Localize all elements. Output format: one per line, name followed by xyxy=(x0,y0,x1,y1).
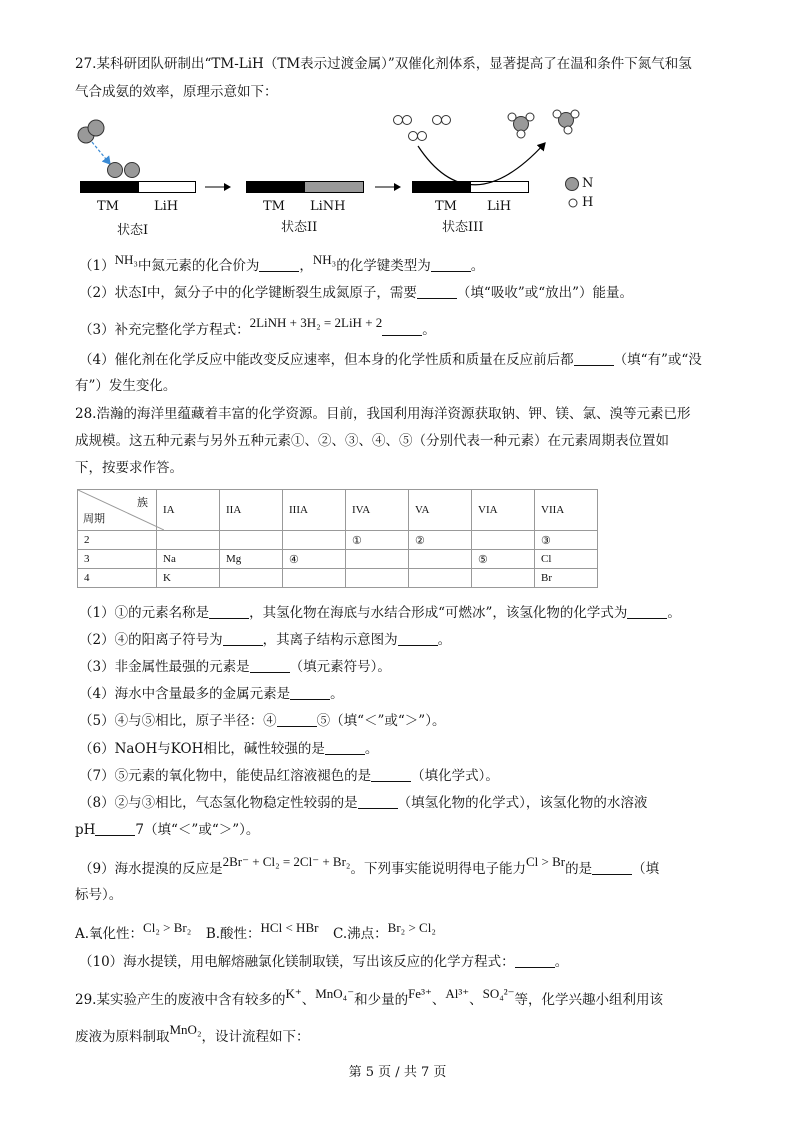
q27-sub4-cont: 有”）发生变化。 xyxy=(75,378,177,394)
legend-h-icon xyxy=(569,199,577,207)
element-cell: K xyxy=(157,569,220,588)
q28-sub9-cont: 标号）。 xyxy=(75,887,123,903)
n-atoms-adsorbed-icon xyxy=(108,163,140,178)
answer-blank[interactable] xyxy=(574,351,614,366)
page-footer: 第 5 页 / 共 7 页 xyxy=(348,1065,447,1080)
option-c[interactable]: C.沸点：Br₂ > Cl₂ xyxy=(333,920,436,942)
answer-blank[interactable] xyxy=(259,257,299,272)
answer-blank[interactable] xyxy=(398,631,438,646)
equation: 2LiNH + 3H₂ = 2LiH + 2 xyxy=(249,315,383,330)
q28-intro-line2: 成规模。这五种元素与另外五种元素①、②、③、④、⑤（分别代表一种元素）在元素周期表位置如 xyxy=(75,433,669,449)
q28-sub3: （3）非金属性最强的元素是 （填元素符号）。 xyxy=(79,659,391,675)
option-a[interactable]: A.氧化性：Cl₂ > Br₂ xyxy=(75,920,192,942)
answer-blank[interactable] xyxy=(223,631,263,646)
q27-sub4: （4）催化剂在化学反应中能改变反应速率，但本身的化学性质和质量在反应前后都 （填“有”或“没 xyxy=(79,352,702,368)
tm-label-1: TM xyxy=(97,199,119,214)
legend-n-label: N xyxy=(582,176,594,191)
q27-intro-line1: 27.某科研团队研制出“TM-LiH（TM表示过渡金属）”双催化剂体系，显著提高了在温和条件下氮气和氢 xyxy=(75,56,692,72)
element-cell: Br xyxy=(535,569,598,588)
q28-intro-line1: 28.浩瀚的海洋里蕴藏着丰富的化学资源。目前，我国利用海洋资源获取钠、钾、镁、氯、溴等元素已形 xyxy=(75,406,691,422)
option-b[interactable]: B.酸性：HCl < HBr xyxy=(205,920,319,942)
q29-line2: 废液为原料制取MnO₂，设计流程如下： xyxy=(75,1022,310,1045)
reaction-curve-arrow xyxy=(418,143,545,185)
answer-blank[interactable] xyxy=(382,321,422,336)
ion-mno4: MnO₄⁻ xyxy=(315,986,355,1001)
q28-sub7: （7）⑤元素的氧化物中，能使品红溶液褪色的是 （填化学式）。 xyxy=(79,768,499,784)
answer-blank[interactable] xyxy=(250,658,290,673)
nh3-molecule-icon-1 xyxy=(508,113,534,138)
tm-label-3: TM xyxy=(435,199,457,214)
nh3-molecule-icon-2 xyxy=(553,110,579,134)
answer-blank[interactable] xyxy=(277,712,317,727)
answer-blank[interactable] xyxy=(627,604,667,619)
group-header: VIIA xyxy=(535,490,598,531)
group-header: VA xyxy=(409,490,472,531)
element-cell: ⑤ xyxy=(472,550,535,569)
q28-sub8: （8）②与③相比，气态氢化物稳定性较弱的是 （填氢化物的化学式），该氢化物的水溶液 xyxy=(79,795,648,811)
mno2-formula: MnO₂ xyxy=(169,1022,202,1037)
answer-blank[interactable] xyxy=(209,604,249,619)
n2-molecule-icon xyxy=(78,120,104,143)
element-cell: ① xyxy=(346,531,409,550)
linh-label: LiNH xyxy=(310,199,346,214)
answer-blank[interactable] xyxy=(431,257,471,272)
lih-label-1: LiH xyxy=(154,199,179,214)
answer-blank[interactable] xyxy=(325,740,365,755)
state3-label: 状态III xyxy=(442,220,484,235)
table-row xyxy=(78,531,598,550)
q29-line1: 29.某实验产生的废液中含有较多的K⁺、MnO₄⁻和少量的Fe³⁺、Al³⁺、SO₄²⁻等，化学兴趣小组利用该 xyxy=(75,986,664,1008)
h2-molecules-icon xyxy=(394,116,451,141)
state1-label: 状态I xyxy=(117,223,149,238)
element-cell: ② xyxy=(409,531,472,550)
ion-k: K⁺ xyxy=(285,986,302,1001)
state2-catalyst-bar xyxy=(246,181,364,193)
group-header: IVA xyxy=(346,490,409,531)
ion-al: Al³⁺ xyxy=(445,986,470,1001)
ion-fe: Fe³⁺ xyxy=(408,986,432,1001)
equation: 2Br⁻ + Cl₂ = 2Cl⁻ + Br₂ xyxy=(222,854,351,869)
answer-blank[interactable] xyxy=(515,953,555,968)
element-cell: Cl xyxy=(535,550,598,569)
tm-label-2: TM xyxy=(263,199,285,214)
answer-blank[interactable] xyxy=(95,821,135,836)
q28-sub4: （4）海水中含量最多的金属元素是 。 xyxy=(79,686,344,702)
q27-intro-line2: 气合成氨的效率，原理示意如下： xyxy=(75,84,278,100)
element-cell: Na xyxy=(157,550,220,569)
q28-sub9: （9）海水提溴的反应是2Br⁻ + Cl₂ = 2Cl⁻ + Br₂。下列事实能说明得电子能力Cl > Br的是 （填 xyxy=(79,854,660,877)
table-row xyxy=(78,550,598,569)
group-header: VIA xyxy=(472,490,535,531)
catalyst-mechanism-figure xyxy=(0,0,795,250)
ion-so4: SO₄²⁻ xyxy=(482,986,515,1001)
q28-sub5: （5）④与⑤相比，原子半径：④ ⑤（填“＜”或“＞”）。 xyxy=(79,713,446,729)
q28-options xyxy=(75,922,755,946)
answer-blank[interactable] xyxy=(417,284,457,299)
state2-label: 状态II xyxy=(281,220,318,235)
period-label: 4 xyxy=(78,569,157,588)
element-cell: ④ xyxy=(283,550,346,569)
comparison: Cl > Br xyxy=(525,854,566,869)
period-label: 2 xyxy=(78,531,157,550)
q27-sub1: （1）NH₃中氮元素的化合价为 ，NH₃的化学键类型为 。 xyxy=(79,252,485,274)
state3-catalyst-bar xyxy=(412,181,529,193)
answer-blank[interactable] xyxy=(290,685,330,700)
group-header: IIA xyxy=(220,490,283,531)
period-label: 3 xyxy=(78,550,157,569)
q28-sub1: （1）①的元素名称是 ，其氢化物在海底与水结合形成“可燃冰”，该氢化物的化学式为 。 xyxy=(79,605,681,621)
element-cell: ③ xyxy=(535,531,598,550)
q28-sub8-cont: pH 7（填“＜”或“＞”）。 xyxy=(75,822,260,838)
element-cell: Mg xyxy=(220,550,283,569)
q28-intro-line3: 下，按要求作答。 xyxy=(75,460,183,476)
legend-h-label: H xyxy=(582,195,594,210)
group-header: IIIA xyxy=(283,490,346,531)
table-corner: 族 周期 xyxy=(78,490,157,531)
q28-sub2: （2）④的阳离子符号为 ，其离子结构示意图为 。 xyxy=(79,632,452,648)
q28-sub6: （6）NaOH与KOH相比，碱性较强的是 。 xyxy=(79,741,379,757)
lih-label-3: LiH xyxy=(487,199,512,214)
state1-catalyst-bar xyxy=(80,181,196,193)
table-row xyxy=(78,569,598,588)
legend-n-icon xyxy=(566,178,579,191)
answer-blank[interactable] xyxy=(371,767,411,782)
answer-blank[interactable] xyxy=(358,794,398,809)
group-header: IA xyxy=(157,490,220,531)
q27-diagram xyxy=(0,0,795,250)
periodic-table xyxy=(77,489,598,588)
answer-blank[interactable] xyxy=(592,860,632,875)
q27-sub3: （3）补充完整化学方程式：2LiNH + 3H₂ = 2LiH + 2 。 xyxy=(79,315,436,338)
q28-sub10: （10）海水提镁，用电解熔融氯化镁制取镁，写出该反应的化学方程式： 。 xyxy=(79,954,569,970)
q27-sub2: （2）状态Ⅰ中，氮分子中的化学键断裂生成氮原子，需要 （填“吸收”或“放出”）能量。 xyxy=(79,285,634,301)
nh3-formula: NH₃ xyxy=(114,252,138,267)
